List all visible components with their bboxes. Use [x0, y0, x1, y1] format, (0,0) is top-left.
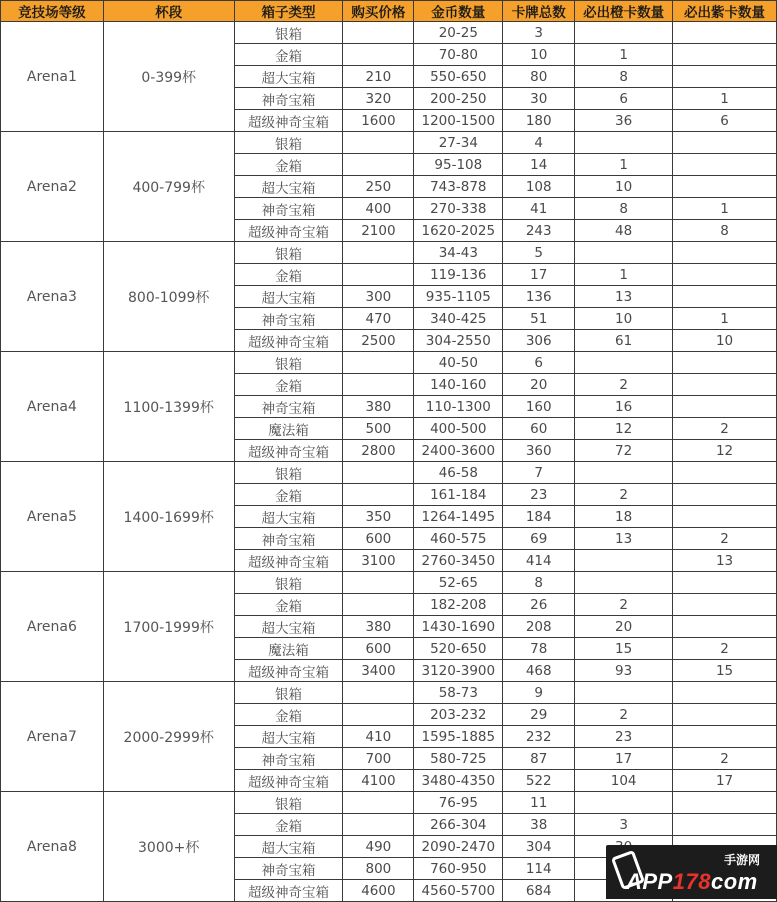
card-total-cell: 10: [503, 44, 575, 66]
epic-count-cell: 12: [673, 440, 777, 462]
card-total-cell: 232: [503, 726, 575, 748]
watermark-subtitle: 手游网: [724, 853, 761, 867]
legendary-count-cell: 48: [575, 220, 673, 242]
card-total-cell: 114: [503, 858, 575, 880]
trophy-range-cell: 0-399杯: [103, 22, 234, 132]
card-total-cell: 69: [503, 528, 575, 550]
card-total-cell: 180: [503, 110, 575, 132]
epic-count-cell: [673, 792, 777, 814]
header-gold: 金币数量: [414, 1, 503, 22]
gold-cell: 95-108: [414, 154, 503, 176]
card-total-cell: 14: [503, 154, 575, 176]
gold-cell: 1430-1690: [414, 616, 503, 638]
legendary-count-cell: 12: [575, 418, 673, 440]
epic-count-cell: [673, 726, 777, 748]
epic-count-cell: [673, 506, 777, 528]
chest-type-cell: 银箱: [234, 682, 343, 704]
header-epic-count: 必出紫卡数量: [673, 1, 777, 22]
price-cell: 600: [343, 528, 414, 550]
price-cell: [343, 352, 414, 374]
epic-count-cell: [673, 286, 777, 308]
price-cell: 320: [343, 88, 414, 110]
chest-type-cell: 神奇宝箱: [234, 308, 343, 330]
legendary-count-cell: 3: [575, 814, 673, 836]
card-total-cell: 20: [503, 374, 575, 396]
site-watermark-logo: [606, 845, 777, 899]
gold-cell: 203-232: [414, 704, 503, 726]
epic-count-cell: [673, 154, 777, 176]
price-cell: [343, 132, 414, 154]
table-row: [1, 682, 777, 704]
chest-type-cell: 银箱: [234, 572, 343, 594]
legendary-count-cell: 2: [575, 484, 673, 506]
header-trophy-range: 杯段: [103, 1, 234, 22]
arena-name-cell: Arena7: [1, 682, 104, 792]
arena-name-cell: Arena5: [1, 462, 104, 572]
legendary-count-cell: 93: [575, 660, 673, 682]
legendary-count-cell: 1: [575, 44, 673, 66]
price-cell: 4100: [343, 770, 414, 792]
epic-count-cell: [673, 572, 777, 594]
epic-count-cell: 13: [673, 550, 777, 572]
chest-type-cell: 超大宝箱: [234, 616, 343, 638]
price-cell: [343, 572, 414, 594]
gold-cell: 70-80: [414, 44, 503, 66]
epic-count-cell: [673, 682, 777, 704]
gold-cell: 182-208: [414, 594, 503, 616]
gold-cell: 3120-3900: [414, 660, 503, 682]
price-cell: [343, 242, 414, 264]
legendary-count-cell: 17: [575, 748, 673, 770]
legendary-count-cell: [575, 462, 673, 484]
trophy-range-cell: 1400-1699杯: [103, 462, 234, 572]
chest-type-cell: 超级神奇宝箱: [234, 440, 343, 462]
chest-type-cell: 超级神奇宝箱: [234, 770, 343, 792]
table-row: [1, 462, 777, 484]
chest-type-cell: 魔法箱: [234, 418, 343, 440]
chest-type-cell: 超级神奇宝箱: [234, 550, 343, 572]
price-cell: 700: [343, 748, 414, 770]
table-row: [1, 132, 777, 154]
price-cell: 500: [343, 418, 414, 440]
epic-count-cell: [673, 264, 777, 286]
epic-count-cell: [673, 704, 777, 726]
table-row: [1, 572, 777, 594]
epic-count-cell: 1: [673, 198, 777, 220]
price-cell: 2100: [343, 220, 414, 242]
gold-cell: 119-136: [414, 264, 503, 286]
gold-cell: 4560-5700: [414, 880, 503, 902]
legendary-count-cell: [575, 792, 673, 814]
card-total-cell: 78: [503, 638, 575, 660]
card-total-cell: 80: [503, 66, 575, 88]
chest-type-cell: 银箱: [234, 792, 343, 814]
chest-type-cell: 神奇宝箱: [234, 198, 343, 220]
card-total-cell: 160: [503, 396, 575, 418]
legendary-count-cell: 13: [575, 528, 673, 550]
card-total-cell: 30: [503, 88, 575, 110]
legendary-count-cell: 6: [575, 88, 673, 110]
gold-cell: 1595-1885: [414, 726, 503, 748]
price-cell: [343, 484, 414, 506]
chest-type-cell: 神奇宝箱: [234, 396, 343, 418]
card-total-cell: 9: [503, 682, 575, 704]
epic-count-cell: 6: [673, 110, 777, 132]
chest-type-cell: 金箱: [234, 594, 343, 616]
header-arena-level: 竞技场等级: [1, 1, 104, 22]
chest-type-cell: 超大宝箱: [234, 176, 343, 198]
epic-count-cell: [673, 352, 777, 374]
chest-type-cell: 超大宝箱: [234, 286, 343, 308]
price-cell: 470: [343, 308, 414, 330]
arena-name-cell: Arena1: [1, 22, 104, 132]
price-cell: [343, 594, 414, 616]
epic-count-cell: 8: [673, 220, 777, 242]
gold-cell: 20-25: [414, 22, 503, 44]
chest-type-cell: 超级神奇宝箱: [234, 330, 343, 352]
trophy-range-cell: 800-1099杯: [103, 242, 234, 352]
gold-cell: 2760-3450: [414, 550, 503, 572]
trophy-range-cell: 400-799杯: [103, 132, 234, 242]
card-total-cell: 208: [503, 616, 575, 638]
chest-type-cell: 金箱: [234, 814, 343, 836]
price-cell: [343, 814, 414, 836]
legendary-count-cell: 15: [575, 638, 673, 660]
legendary-count-cell: 36: [575, 110, 673, 132]
card-total-cell: 243: [503, 220, 575, 242]
table-row: [1, 792, 777, 814]
card-total-cell: 468: [503, 660, 575, 682]
gold-cell: 935-1105: [414, 286, 503, 308]
gold-cell: 46-58: [414, 462, 503, 484]
epic-count-cell: 1: [673, 308, 777, 330]
legendary-count-cell: 20: [575, 616, 673, 638]
trophy-range-cell: 1700-1999杯: [103, 572, 234, 682]
price-cell: 250: [343, 176, 414, 198]
header-legendary-count: 必出橙卡数量: [575, 1, 673, 22]
gold-cell: 760-950: [414, 858, 503, 880]
card-total-cell: 522: [503, 770, 575, 792]
trophy-range-cell: 2000-2999杯: [103, 682, 234, 792]
card-total-cell: 360: [503, 440, 575, 462]
price-cell: 490: [343, 836, 414, 858]
chest-type-cell: 金箱: [234, 484, 343, 506]
gold-cell: 27-34: [414, 132, 503, 154]
chest-type-cell: 金箱: [234, 154, 343, 176]
watermark-text: APP178com: [626, 869, 758, 894]
gold-cell: 161-184: [414, 484, 503, 506]
card-total-cell: 41: [503, 198, 575, 220]
chest-type-cell: 银箱: [234, 352, 343, 374]
legendary-count-cell: 2: [575, 704, 673, 726]
header-card-total: 卡牌总数: [503, 1, 575, 22]
card-total-cell: 136: [503, 286, 575, 308]
legendary-count-cell: 16: [575, 396, 673, 418]
card-total-cell: 23: [503, 484, 575, 506]
price-cell: [343, 264, 414, 286]
card-total-cell: 60: [503, 418, 575, 440]
arena-name-cell: Arena3: [1, 242, 104, 352]
chest-type-cell: 银箱: [234, 462, 343, 484]
gold-cell: 266-304: [414, 814, 503, 836]
price-cell: 350: [343, 506, 414, 528]
legendary-count-cell: 1: [575, 154, 673, 176]
card-total-cell: 7: [503, 462, 575, 484]
legendary-count-cell: [575, 550, 673, 572]
price-cell: 1600: [343, 110, 414, 132]
card-total-cell: 17: [503, 264, 575, 286]
trophy-range-cell: 3000+杯: [103, 792, 234, 902]
gold-cell: 140-160: [414, 374, 503, 396]
gold-cell: 2400-3600: [414, 440, 503, 462]
chest-type-cell: 超大宝箱: [234, 726, 343, 748]
epic-count-cell: [673, 616, 777, 638]
legendary-count-cell: 10: [575, 176, 673, 198]
legendary-count-cell: [575, 572, 673, 594]
price-cell: [343, 462, 414, 484]
table-row: [1, 242, 777, 264]
price-cell: [343, 374, 414, 396]
epic-count-cell: 2: [673, 418, 777, 440]
epic-count-cell: [673, 132, 777, 154]
price-cell: 2500: [343, 330, 414, 352]
header-row: [1, 1, 777, 22]
card-total-cell: 304: [503, 836, 575, 858]
epic-count-cell: [673, 66, 777, 88]
gold-cell: 1620-2025: [414, 220, 503, 242]
price-cell: [343, 22, 414, 44]
gold-cell: 743-878: [414, 176, 503, 198]
chest-type-cell: 银箱: [234, 22, 343, 44]
epic-count-cell: 2: [673, 638, 777, 660]
card-total-cell: 26: [503, 594, 575, 616]
price-cell: [343, 704, 414, 726]
chest-type-cell: 超级神奇宝箱: [234, 220, 343, 242]
price-cell: 800: [343, 858, 414, 880]
legendary-count-cell: 2: [575, 374, 673, 396]
chest-type-cell: 银箱: [234, 242, 343, 264]
legendary-count-cell: 18: [575, 506, 673, 528]
gold-cell: 580-725: [414, 748, 503, 770]
gold-cell: 2090-2470: [414, 836, 503, 858]
price-cell: 3400: [343, 660, 414, 682]
card-total-cell: 414: [503, 550, 575, 572]
epic-count-cell: 17: [673, 770, 777, 792]
card-total-cell: 51: [503, 308, 575, 330]
chest-type-cell: 神奇宝箱: [234, 858, 343, 880]
gold-cell: 110-1300: [414, 396, 503, 418]
card-total-cell: 5: [503, 242, 575, 264]
price-cell: [343, 792, 414, 814]
epic-count-cell: [673, 176, 777, 198]
chest-type-cell: 超级神奇宝箱: [234, 110, 343, 132]
chest-type-cell: 超大宝箱: [234, 506, 343, 528]
gold-cell: 400-500: [414, 418, 503, 440]
legendary-count-cell: [575, 682, 673, 704]
chest-type-cell: 金箱: [234, 704, 343, 726]
price-cell: 2800: [343, 440, 414, 462]
chest-type-cell: 神奇宝箱: [234, 88, 343, 110]
table-row: [1, 352, 777, 374]
gold-cell: 270-338: [414, 198, 503, 220]
epic-count-cell: 2: [673, 748, 777, 770]
arena-name-cell: Arena6: [1, 572, 104, 682]
chest-type-cell: 金箱: [234, 44, 343, 66]
legendary-count-cell: 23: [575, 726, 673, 748]
epic-count-cell: 15: [673, 660, 777, 682]
legendary-count-cell: 8: [575, 66, 673, 88]
legendary-count-cell: 1: [575, 264, 673, 286]
legendary-count-cell: [575, 242, 673, 264]
price-cell: [343, 154, 414, 176]
chest-type-cell: 超大宝箱: [234, 66, 343, 88]
chest-type-cell: 神奇宝箱: [234, 528, 343, 550]
legendary-count-cell: [575, 132, 673, 154]
legendary-count-cell: 104: [575, 770, 673, 792]
gold-cell: 550-650: [414, 66, 503, 88]
card-total-cell: 29: [503, 704, 575, 726]
price-cell: 410: [343, 726, 414, 748]
price-cell: 600: [343, 638, 414, 660]
gold-cell: 40-50: [414, 352, 503, 374]
legendary-count-cell: 72: [575, 440, 673, 462]
card-total-cell: 87: [503, 748, 575, 770]
chest-type-cell: 神奇宝箱: [234, 748, 343, 770]
epic-count-cell: [673, 396, 777, 418]
price-cell: [343, 682, 414, 704]
gold-cell: 3480-4350: [414, 770, 503, 792]
arena-name-cell: Arena2: [1, 132, 104, 242]
chest-type-cell: 魔法箱: [234, 638, 343, 660]
epic-count-cell: [673, 22, 777, 44]
gold-cell: 52-65: [414, 572, 503, 594]
card-total-cell: 108: [503, 176, 575, 198]
gold-cell: 200-250: [414, 88, 503, 110]
chest-type-cell: 银箱: [234, 132, 343, 154]
card-total-cell: 11: [503, 792, 575, 814]
epic-count-cell: 10: [673, 330, 777, 352]
epic-count-cell: [673, 462, 777, 484]
card-total-cell: 8: [503, 572, 575, 594]
arena-name-cell: Arena4: [1, 352, 104, 462]
price-cell: 4600: [343, 880, 414, 902]
trophy-range-cell: 1100-1399杯: [103, 352, 234, 462]
epic-count-cell: 2: [673, 528, 777, 550]
legendary-count-cell: [575, 22, 673, 44]
gold-cell: 34-43: [414, 242, 503, 264]
chest-type-cell: 超大宝箱: [234, 836, 343, 858]
chest-type-cell: 金箱: [234, 374, 343, 396]
legendary-count-cell: 10: [575, 308, 673, 330]
price-cell: 210: [343, 66, 414, 88]
legendary-count-cell: 8: [575, 198, 673, 220]
price-cell: 380: [343, 396, 414, 418]
gold-cell: 520-650: [414, 638, 503, 660]
header-price: 购买价格: [343, 1, 414, 22]
header-chest-type: 箱子类型: [234, 1, 343, 22]
legendary-count-cell: 2: [575, 594, 673, 616]
gold-cell: 460-575: [414, 528, 503, 550]
card-total-cell: 184: [503, 506, 575, 528]
price-cell: 300: [343, 286, 414, 308]
card-total-cell: 4: [503, 132, 575, 154]
epic-count-cell: [673, 814, 777, 836]
gold-cell: 1200-1500: [414, 110, 503, 132]
price-cell: 380: [343, 616, 414, 638]
epic-count-cell: [673, 484, 777, 506]
gold-cell: 340-425: [414, 308, 503, 330]
epic-count-cell: 1: [673, 88, 777, 110]
gold-cell: 304-2550: [414, 330, 503, 352]
card-total-cell: 3: [503, 22, 575, 44]
price-cell: [343, 44, 414, 66]
epic-count-cell: [673, 594, 777, 616]
legendary-count-cell: [575, 352, 673, 374]
gold-cell: 58-73: [414, 682, 503, 704]
chest-type-cell: 超级神奇宝箱: [234, 880, 343, 902]
arena-name-cell: Arena8: [1, 792, 104, 902]
epic-count-cell: [673, 44, 777, 66]
legendary-count-cell: 61: [575, 330, 673, 352]
price-cell: 3100: [343, 550, 414, 572]
table-row: [1, 22, 777, 44]
card-total-cell: 306: [503, 330, 575, 352]
epic-count-cell: [673, 242, 777, 264]
card-total-cell: 38: [503, 814, 575, 836]
price-cell: 400: [343, 198, 414, 220]
gold-cell: 76-95: [414, 792, 503, 814]
gold-cell: 1264-1495: [414, 506, 503, 528]
card-total-cell: 684: [503, 880, 575, 902]
chest-type-cell: 金箱: [234, 264, 343, 286]
card-total-cell: 6: [503, 352, 575, 374]
epic-count-cell: [673, 374, 777, 396]
legendary-count-cell: 13: [575, 286, 673, 308]
chest-type-cell: 超级神奇宝箱: [234, 660, 343, 682]
